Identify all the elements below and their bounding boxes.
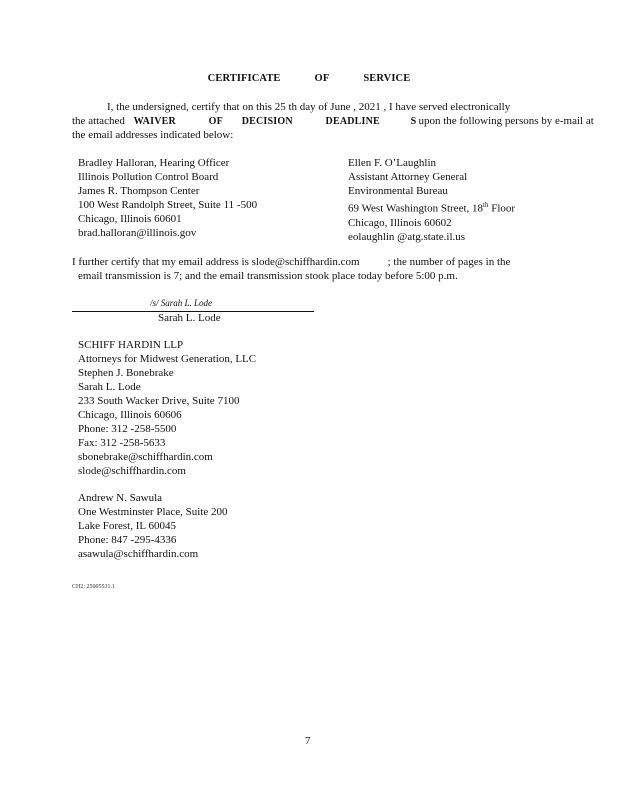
attorney2-phone: Phone: 847 -295-4336	[78, 534, 177, 546]
para2-line2: email transmission is 7; and the email transmission stook place today before 5:00 p.m.	[78, 270, 458, 282]
firm-line: Attorneys for Midwest Generation, LLC	[78, 353, 257, 365]
firm-fax: Fax: 312 -258-5633	[78, 437, 166, 449]
recipient-right-line: Chicago, Illinois 60602	[348, 216, 452, 229]
recipient-right-line: Assistant Attorney General	[348, 171, 468, 183]
electronic-signature: /s/ Sarah L. Lode	[150, 298, 213, 308]
recipient-left-line: James R. Thompson Center	[78, 185, 200, 197]
page-number: 7	[305, 735, 311, 747]
recipient-left-line: Chicago, Illinois 60601	[78, 213, 182, 225]
title-word-certificate: CERTIFICATE	[207, 73, 281, 84]
para2-line1: I further certify that my email address is slode@schiffhardin.com ; the number of pages in the	[72, 256, 511, 268]
firm-email: sbonebrake@schiffhardin.com	[78, 451, 213, 463]
firm-line: 233 South Wacker Drive, Suite 7100	[78, 395, 240, 407]
title-word-of: OF	[314, 73, 330, 84]
doc-title-s: S	[410, 116, 417, 127]
recipient-right	[348, 156, 515, 244]
document-id: CH2: 25005531.1	[72, 584, 116, 590]
recipient-left	[78, 156, 257, 240]
para1-upon: upon the following persons by e-mail at	[418, 115, 594, 127]
para1-attached: the attached	[72, 115, 125, 127]
recipient-right-street: 69 West Washington Street, 18th Floor	[348, 201, 516, 215]
firm-name: SCHIFF HARDIN LLP	[78, 339, 184, 351]
recipient-right-line: Ellen F. O’Laughlin	[348, 157, 437, 169]
title-word-service: SERVICE	[363, 73, 411, 84]
attorney2-block	[78, 491, 228, 561]
para1-line3: the email addresses indicated below:	[72, 129, 234, 141]
recipient-left-email: brad.halloran@illinois.gov	[78, 227, 197, 239]
firm-line: Chicago, Illinois 60606	[78, 409, 182, 421]
doc-title-deadline: DEADLINE	[325, 116, 380, 127]
doc-title-decision: DECISION	[241, 116, 293, 127]
attorney2-email: asawula@schiffhardin.com	[78, 548, 199, 560]
signer-name: Sarah L. Lode	[158, 312, 221, 324]
firm-line: Stephen J. Bonebrake	[78, 367, 174, 379]
attorney2-line: One Westminster Place, Suite 200	[78, 506, 228, 518]
recipient-left-line: Bradley Halloran, Hearing Officer	[78, 157, 230, 169]
firm-email: slode@schiffhardin.com	[78, 465, 186, 477]
recipient-left-line: 100 West Randolph Street, Suite 11 -500	[78, 199, 258, 211]
attorney2-name: Andrew N. Sawula	[78, 492, 163, 504]
doc-title-waiver: WAIVER	[133, 116, 176, 127]
recipient-right-line: Environmental Bureau	[348, 185, 448, 197]
recipient-left-line: Illinois Pollution Control Board	[78, 171, 219, 183]
firm-phone: Phone: 312 -258-5500	[78, 423, 177, 435]
document-title	[0, 73, 618, 84]
para1-line2	[72, 114, 594, 129]
recipient-right-email: eolaughlin @atg.state.il.us	[348, 230, 466, 243]
doc-title-of: OF	[208, 116, 223, 127]
para1-line1: I, the undersigned, certify that on this 25 th day of June , 2021 , I have served electronically	[107, 101, 511, 113]
firm-line: Sarah L. Lode	[78, 381, 141, 393]
attorney2-line: Lake Forest, IL 60045	[78, 520, 176, 532]
firm-block	[78, 338, 256, 478]
